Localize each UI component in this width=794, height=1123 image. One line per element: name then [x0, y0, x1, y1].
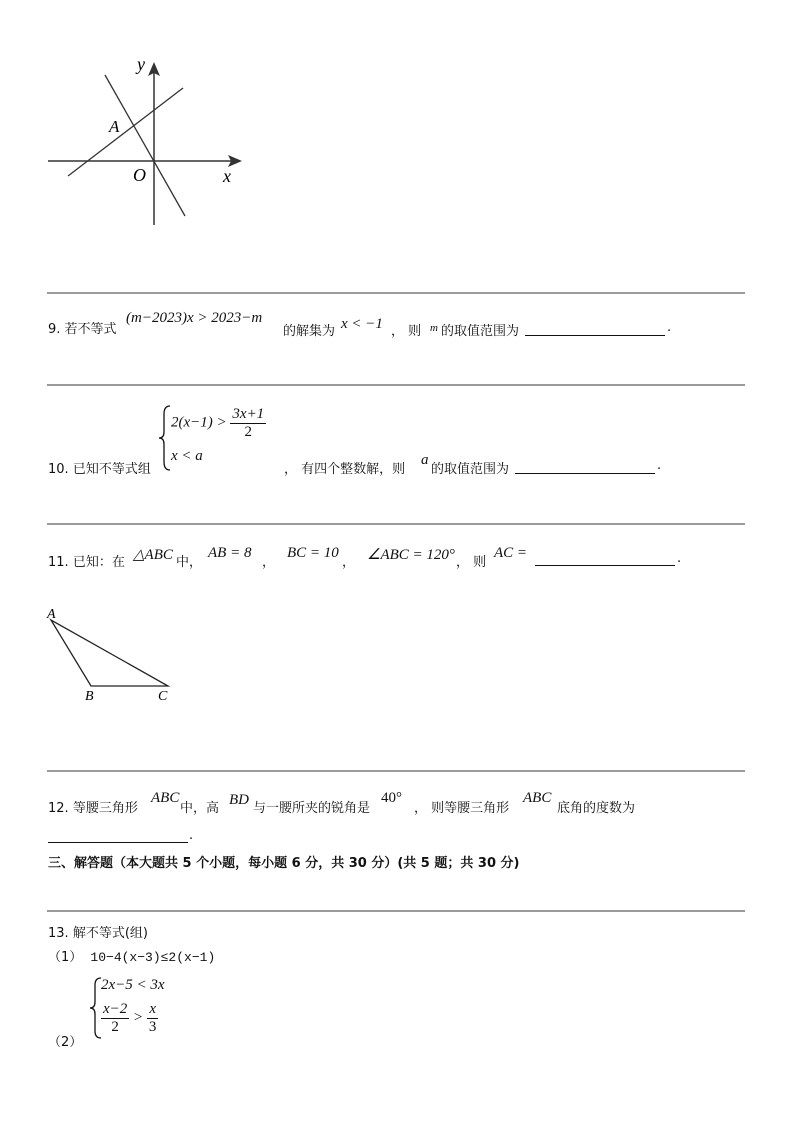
vertex-c-label: C: [158, 689, 168, 704]
question-11-label: [48, 551, 125, 570]
question-12-label: [48, 797, 138, 816]
fraction-numerator: x−2: [103, 1001, 128, 1017]
triangle-figure: [44, 604, 176, 704]
question-text: ， 则: [456, 555, 487, 570]
part-label: （1）: [48, 950, 83, 965]
answer-blank[interactable]: [525, 321, 665, 336]
divider: [47, 770, 745, 772]
question-text: 的解集为: [283, 324, 336, 339]
triangle-name: ABC: [151, 790, 180, 806]
separator: ，: [342, 555, 356, 570]
section-heading: 三、解答题（本大题共 5 个小题，每小题 6 分，共 30 分）(共 5 题；共 30 分): [48, 856, 520, 871]
triangle-shape: [51, 620, 168, 686]
ask-ac: AC =: [494, 545, 528, 561]
question-text: 的取值范围为: [431, 462, 510, 477]
question-number: 9.: [48, 322, 61, 337]
triangle-name: ABC: [523, 790, 552, 806]
divider: [47, 292, 745, 294]
separator: ，: [262, 555, 276, 570]
fraction-numerator: 3x+1: [232, 406, 265, 422]
y-axis-label: y: [137, 54, 145, 74]
x-axis-label: x: [223, 166, 231, 186]
period: .: [677, 551, 682, 566]
system-line-1: [171, 406, 266, 440]
inequality-expression: (m−2023)x > 2023−m: [126, 310, 263, 326]
fraction: [147, 1001, 159, 1035]
fraction: [230, 406, 266, 440]
divider: [47, 910, 745, 912]
vertex-a-label: A: [47, 607, 56, 622]
question-text: 已知：在: [72, 555, 125, 570]
fraction-denominator: 3: [148, 1018, 157, 1035]
question-text: ， 有四个整数解，则: [284, 462, 406, 477]
question-number: 10.: [48, 462, 69, 477]
question-text: 等腰三角形: [72, 801, 138, 816]
answer-blank[interactable]: [515, 459, 655, 474]
system-line-2: x < a: [171, 448, 203, 464]
answer-blank[interactable]: [535, 551, 675, 566]
question-text: ， 则: [391, 324, 422, 339]
system-line-1-left: 2(x−1) >: [171, 414, 227, 431]
question-text: 已知不等式组: [72, 462, 151, 477]
condition-ab: AB = 8: [208, 545, 252, 561]
angle-value: 40°: [381, 790, 402, 806]
question-number: 11.: [48, 555, 69, 570]
system-line-1: 2x−5 < 3x: [101, 977, 165, 993]
solution-set: x < −1: [341, 316, 383, 332]
question-text: 与一腰所夹的锐角是: [253, 801, 371, 816]
question-number: 13.: [48, 926, 69, 941]
question-10-label: [48, 458, 151, 477]
question-13-label: [48, 922, 148, 941]
coordinate-graph: [40, 50, 260, 235]
condition-angle: ∠ABC = 120°: [367, 547, 455, 563]
variable-m: m: [430, 322, 438, 334]
question-9: [48, 318, 117, 337]
question-text: 的取值范围为: [441, 324, 520, 339]
vertex-b-label: B: [85, 689, 94, 704]
system-line-2: [101, 1001, 158, 1035]
divider: [47, 523, 745, 525]
part-1: [48, 946, 215, 965]
triangle-abc: △ABC: [133, 547, 173, 563]
period: .: [657, 458, 662, 473]
fraction: [101, 1001, 129, 1035]
fraction-denominator: 2: [244, 423, 253, 440]
part-1-expression: 10−4(x−3)≤2(x−1): [90, 950, 216, 965]
origin-label: O: [133, 165, 146, 185]
question-number: 12.: [48, 801, 69, 816]
system-brace: [158, 404, 172, 472]
question-text: ， 则等腰三角形: [414, 801, 510, 816]
line-rising: [68, 88, 183, 176]
part-label: （2）: [48, 1035, 83, 1050]
question-text: 中，高: [180, 801, 220, 816]
divider: [47, 384, 745, 386]
fraction-denominator: 2: [111, 1018, 119, 1035]
question-text: 解不等式(组): [72, 926, 148, 941]
fraction-numerator: x: [147, 1001, 159, 1019]
answer-blank[interactable]: [48, 828, 188, 843]
altitude-bd: BD: [229, 792, 249, 808]
condition-bc: BC = 10: [287, 545, 339, 561]
question-text: 底角的度数为: [557, 801, 636, 816]
period: .: [667, 320, 672, 335]
period: .: [189, 828, 194, 843]
question-text: 中，: [176, 555, 203, 570]
variable-a: a: [421, 452, 429, 468]
question-text: 若不等式: [64, 322, 117, 337]
greater-than: >: [133, 1009, 144, 1026]
point-a-label: A: [109, 117, 120, 136]
